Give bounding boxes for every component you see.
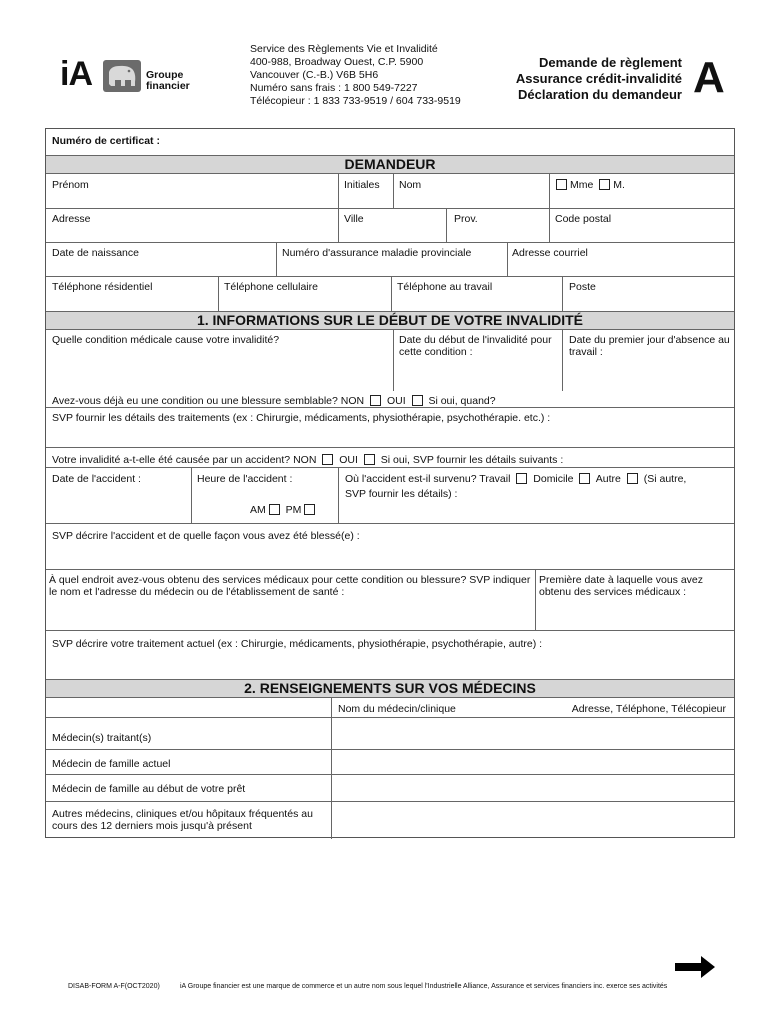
elephant-icon [103,60,141,92]
m-label: M. [613,179,625,191]
service-line: Service des Règlements Vie et Invalidité [250,43,438,55]
domicile-label: Domicile [533,473,574,485]
domicile-checkbox[interactable] [579,473,590,484]
accident-question [52,454,563,466]
courriel-label: Adresse courriel [512,247,588,259]
decrire-accident-label: SVP décrire l'accident et de quelle façon vous avez été blessé(e) : [52,530,360,542]
accident-non-checkbox[interactable] [322,454,333,465]
travail-checkbox[interactable] [516,473,527,484]
service-line: Télécopieur : 1 833 733-9519 / 604 733-9519 [250,95,461,107]
arrow-right-icon[interactable] [675,956,715,978]
autre-checkbox[interactable] [627,473,638,484]
medecin-row-label: Médecin(s) traitant(s) [52,732,152,744]
semblable-text: Avez-vous déjà eu une condition ou une blessure semblable? NON [52,395,365,407]
service-address [250,43,461,108]
service-line: Vancouver (C.-B.) V6B 5H6 [250,69,379,81]
ou-services-label: À quel endroit avez-vous obtenu des services médicaux pour cette condition ou blessure? SVP indiquer le nom et l'adresse du médecin ou de l'établissement de santé : [49,574,531,598]
logo-mark: iA [60,55,92,93]
ville-label: Ville [344,213,364,225]
nom-label: Nom [399,179,422,191]
adresse-label: Adresse [52,213,91,225]
salutation-group [553,179,625,191]
initiales-label: Initiales [344,179,380,191]
si-oui-quand-label: Si oui, quand? [428,395,496,407]
accident-text: Votre invalidité a-t-elle été causée par un accident? NON [52,454,317,466]
prov-label: Prov. [454,213,478,225]
premiere-date-label: Première date à laquelle vous avez obtenu des services médicaux : [539,574,704,598]
form-letter: A [693,53,725,102]
certificate-field[interactable] [176,131,731,153]
form-code: DISAB-FORM A-F(OCT2020) [68,983,160,990]
tel-residentiel-label: Téléphone résidentiel [52,281,153,293]
title-line: Demande de règlement [538,55,682,70]
date-accident-label: Date de l'accident : [52,473,141,485]
medecin-row-label: Médecin de famille au début de votre prêt [52,783,246,795]
section-1-heading: 1. INFORMATIONS SUR LE DÉBUT DE VOTRE INVALIDITÉ [46,311,734,330]
semblable-oui-checkbox[interactable] [412,395,423,406]
service-line: 400-988, Broadway Ouest, C.P. 5900 [250,56,424,68]
tel-travail-label: Téléphone au travail [397,281,493,293]
premier-jour-label: Date du premier jour d'absence au travail : [569,334,730,358]
traitements-label: SVP fournir les détails des traitements (ex : Chirurgie, médicaments, physiothérapie, psychothérapie. etc.) : [52,412,551,424]
legal-notice: iA Groupe financier est une marque de commerce et un autre nom sous lequel l'Industrielle Alliance, Assurance et services financiers inc. exerce ses activités [180,983,668,990]
col-nom-header: Nom du médecin/clinique [338,703,456,715]
logo-text-groupe: Groupe [146,69,184,81]
pm-label: PM [285,504,302,516]
semblable-non-checkbox[interactable] [370,395,381,406]
title-line: Assurance crédit-invalidité [515,71,682,86]
fournir-details-label: SVP fournir les détails) : [345,488,458,500]
logo-text [146,70,190,92]
am-pm-group [250,504,318,516]
section-demandeur-heading: DEMANDEUR [46,155,734,174]
ia-logo [60,55,195,100]
code-postal-label: Code postal [555,213,612,225]
m-checkbox[interactable] [599,179,610,190]
ou-survenu-label: Où l'accident est-il survenu? Travail [345,473,511,485]
medecin-row-label: Autres médecins, cliniques et/ou hôpitaux fréquentés au cours des 12 derniers mois jusqu'à présent [52,808,313,832]
condition-question: Quelle condition médicale cause votre invalidité? [52,334,280,346]
tel-cellulaire-label: Téléphone cellulaire [224,281,318,293]
am-label: AM [250,504,266,516]
accident-oui-checkbox[interactable] [364,454,375,465]
mme-label: Mme [570,179,594,191]
prenom-label: Prénom [52,179,89,191]
autre-label: Autre [595,473,621,485]
date-debut-label: Date du début de l'invalidité pour cette condition : [399,334,552,358]
form-title [480,55,682,103]
date-naissance-label: Date de naissance [52,247,139,259]
section-2-heading: 2. RENSEIGNEMENTS SUR VOS MÉDECINS [46,679,734,698]
certificate-label: Numéro de certificat : [52,135,160,147]
pm-checkbox[interactable] [304,504,315,515]
claim-form [45,128,735,838]
title-line: Déclaration du demandeur [518,87,682,102]
lieu-accident-group [345,473,686,485]
service-line: Numéro sans frais : 1 800 549-7227 [250,82,418,94]
accident-oui-label: OUI [339,454,358,466]
heure-accident-label: Heure de l'accident : [197,473,293,485]
poste-label: Poste [569,281,596,293]
semblable-question [52,395,496,407]
semblable-oui-label: OUI [386,395,406,407]
am-checkbox[interactable] [269,504,280,515]
assurance-maladie-label: Numéro d'assurance maladie provinciale [282,247,472,259]
medecin-row-label: Médecin de famille actuel [52,758,171,770]
si-autre-label: (Si autre, [643,473,687,485]
traitement-actuel-label: SVP décrire votre traitement actuel (ex : Chirurgie, médicaments, physiothérapie, psychothérapie, autre) : [52,638,543,650]
logo-text-financier: financier [146,80,190,92]
si-oui-details-label: Si oui, SVP fournir les détails suivants : [380,454,564,466]
col-adresse-header: Adresse, Téléphone, Télécopieur [571,703,726,715]
mme-checkbox[interactable] [556,179,567,190]
